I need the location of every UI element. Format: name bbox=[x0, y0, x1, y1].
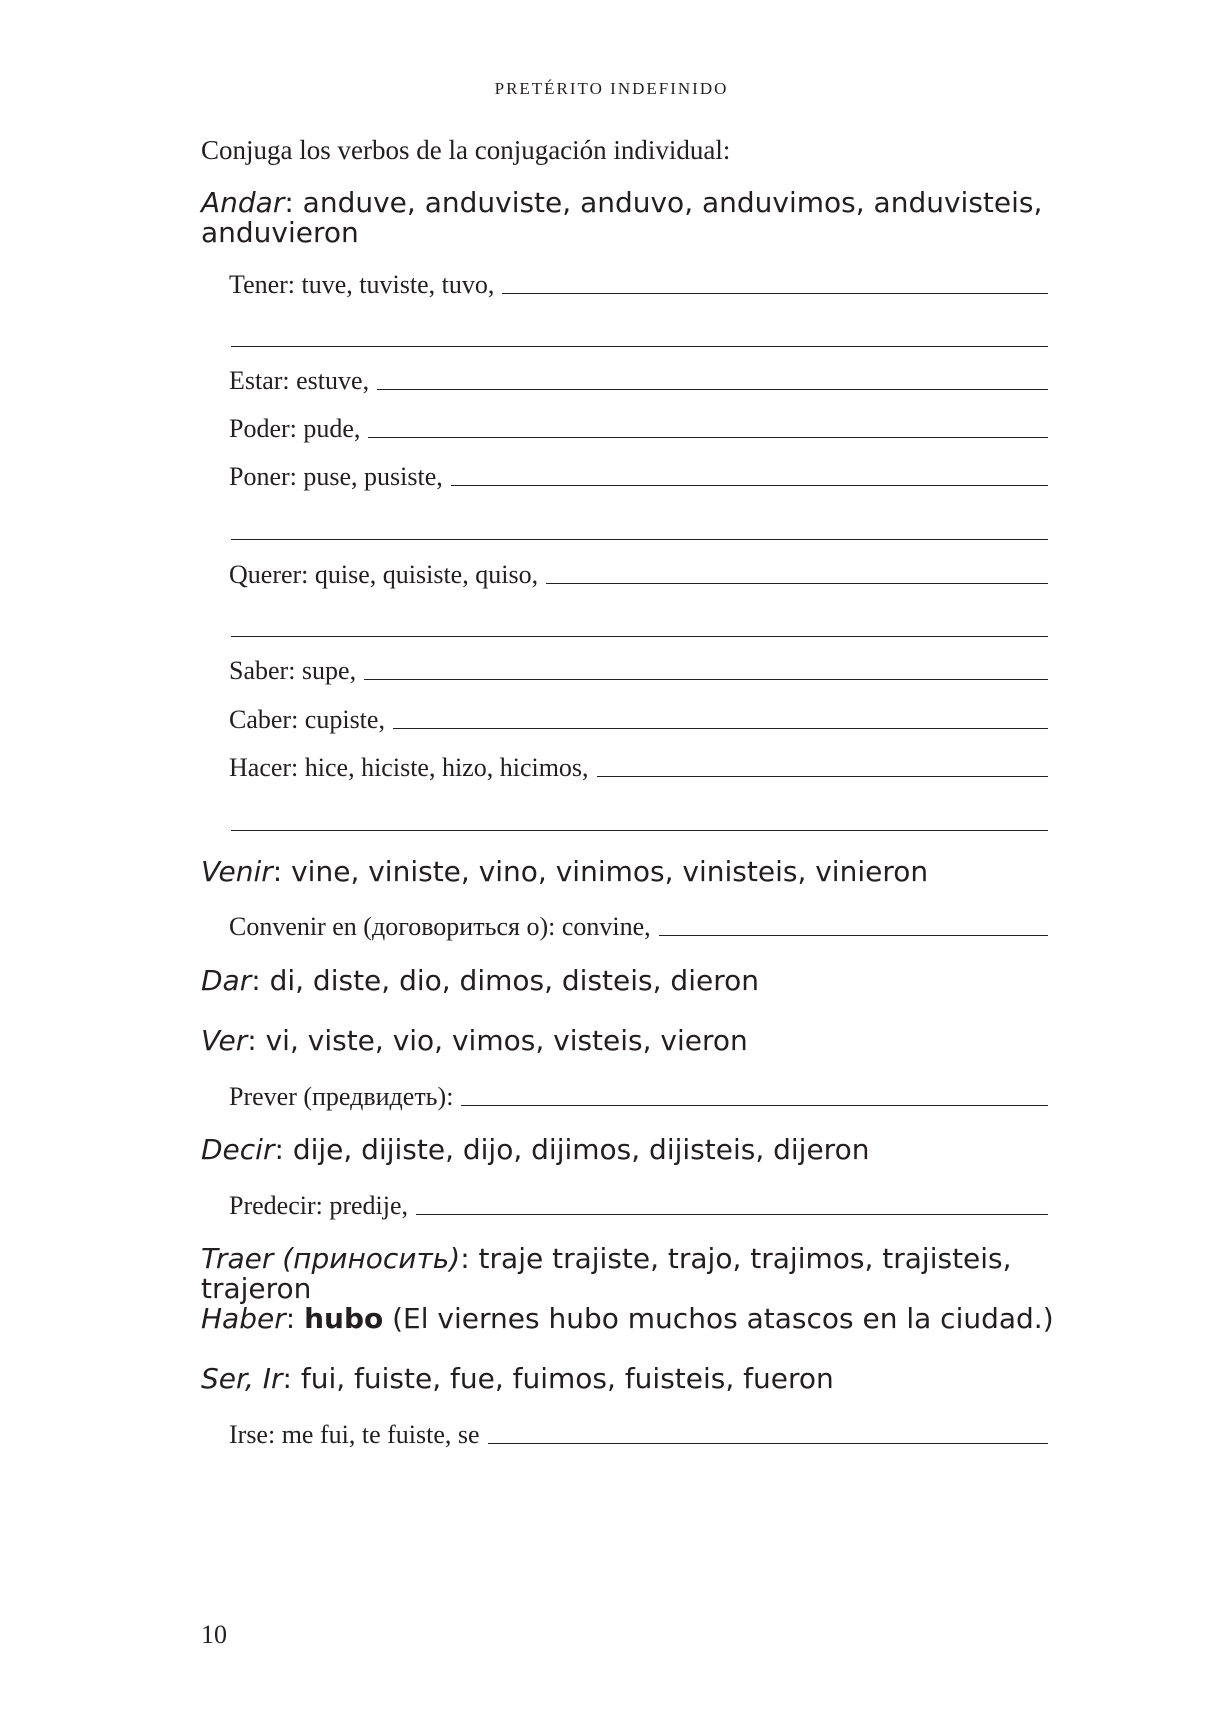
verb-name: Ser, Ir bbox=[201, 1362, 283, 1395]
model-dar bbox=[201, 966, 1081, 996]
answer-blank[interactable] bbox=[416, 1214, 1048, 1215]
exercise-convenir bbox=[229, 912, 1048, 942]
answer-blank[interactable] bbox=[364, 679, 1048, 680]
model-ser-ir bbox=[201, 1364, 1081, 1394]
model-venir bbox=[201, 857, 1081, 887]
answer-blank[interactable] bbox=[488, 1443, 1048, 1444]
answer-blank[interactable] bbox=[659, 935, 1048, 936]
model-traer bbox=[201, 1244, 1081, 1304]
example-sentence: (El viernes hubo muchos atascos en la ciudad.) bbox=[383, 1302, 1054, 1335]
exercise-prompt: Prever (предвидеть): bbox=[229, 1082, 454, 1111]
answer-blank[interactable] bbox=[377, 389, 1048, 390]
exercise-prompt: Querer: quise, quisiste, quiso, bbox=[229, 560, 539, 589]
model-andar bbox=[201, 188, 1081, 248]
exercise-querer bbox=[229, 560, 1048, 590]
verb-forms: : di, diste, dio, dimos, disteis, dieron bbox=[251, 964, 759, 997]
verb-name: Traer (приносить) bbox=[201, 1242, 461, 1275]
exercise-prompt: Caber: cupiste, bbox=[229, 705, 385, 734]
exercise-poder bbox=[229, 414, 1048, 444]
answer-blank[interactable] bbox=[597, 776, 1048, 777]
verb-name: Andar bbox=[201, 186, 285, 219]
verb-forms: : anduve, anduviste, anduvo, anduvimos, anduvisteis, anduvieron bbox=[201, 186, 1043, 249]
verb-name: Ver bbox=[201, 1024, 248, 1057]
verb-forms: : vi, viste, vio, vimos, visteis, vieron bbox=[247, 1024, 748, 1057]
running-head: PRETÉRITO INDEFINIDO bbox=[494, 79, 729, 98]
verb-name: Decir bbox=[201, 1133, 275, 1166]
model-decir bbox=[201, 1135, 1081, 1165]
verb-separator: : bbox=[285, 1302, 305, 1335]
page-number: 10 bbox=[201, 1620, 227, 1649]
exercise-prompt: Poner: puse, pusiste, bbox=[229, 462, 443, 491]
exercise-predecir bbox=[229, 1191, 1048, 1221]
answer-blank-continuation[interactable] bbox=[231, 346, 1048, 347]
exercise-poner bbox=[229, 462, 1048, 492]
exercise-estar bbox=[229, 366, 1048, 396]
exercise-prompt: Saber: supe, bbox=[229, 656, 357, 685]
exercise-irse bbox=[229, 1420, 1048, 1450]
answer-blank-continuation[interactable] bbox=[231, 539, 1048, 540]
exercise-prompt: Irse: me fui, te fuiste, se bbox=[229, 1420, 480, 1449]
verb-forms: : fui, fuiste, fue, fuimos, fuisteis, fueron bbox=[282, 1362, 834, 1395]
exercise-prompt: Estar: estuve, bbox=[229, 366, 370, 395]
exercise-hacer bbox=[229, 753, 1048, 783]
exercise-prompt: Poder: pude, bbox=[229, 414, 361, 443]
answer-blank[interactable] bbox=[393, 728, 1048, 729]
exercise-prompt: Convenir en (договориться о): convine, bbox=[229, 912, 651, 941]
model-ver bbox=[201, 1026, 1081, 1056]
exercise-prever bbox=[229, 1082, 1048, 1112]
verb-name: Dar bbox=[201, 964, 252, 997]
model-haber bbox=[201, 1304, 1081, 1334]
exercise-caber bbox=[229, 705, 1048, 735]
verb-forms: : vine, viniste, vino, vinimos, vinisteis, vinieron bbox=[272, 855, 929, 888]
answer-blank[interactable] bbox=[451, 485, 1048, 486]
answer-blank-continuation[interactable] bbox=[231, 830, 1048, 831]
exercise-saber bbox=[229, 656, 1048, 686]
exercise-prompt: Predecir: predije, bbox=[229, 1191, 409, 1220]
answer-blank-continuation[interactable] bbox=[231, 636, 1048, 637]
exercise-tener bbox=[229, 270, 1048, 300]
answer-blank[interactable] bbox=[546, 583, 1048, 584]
answer-blank[interactable] bbox=[461, 1105, 1048, 1106]
instruction-text: Conjuga los verbos de la conjugación individual: bbox=[201, 135, 731, 165]
verb-forms: : dije, dijiste, dijo, dijimos, dijisteis, dijeron bbox=[274, 1133, 870, 1166]
answer-blank[interactable] bbox=[368, 437, 1048, 438]
verb-name: Venir bbox=[201, 855, 273, 888]
exercise-prompt: Tener: tuve, tuviste, tuvo, bbox=[229, 270, 495, 299]
verb-name: Haber bbox=[201, 1302, 286, 1335]
verb-forms: : traje trajiste, trajo, trajimos, trajisteis, trajeron bbox=[201, 1242, 1012, 1305]
answer-blank[interactable] bbox=[502, 293, 1048, 294]
exercise-prompt: Hacer: hice, hiciste, hizo, hicimos, bbox=[229, 753, 589, 782]
verb-form-bold: hubo bbox=[304, 1302, 384, 1335]
